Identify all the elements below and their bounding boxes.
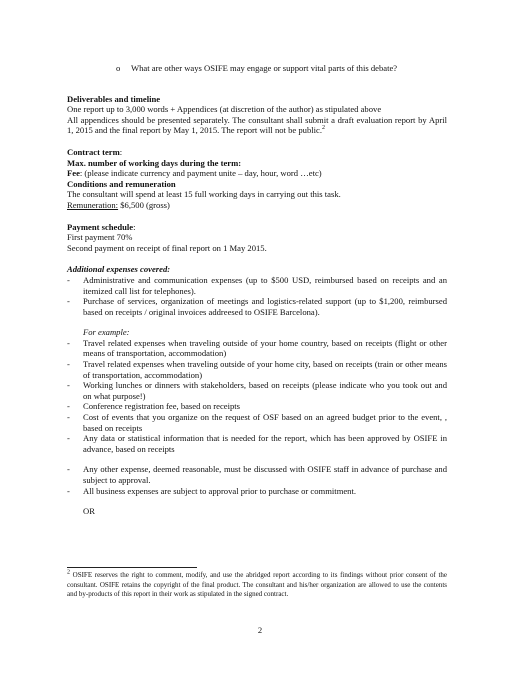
list-item xyxy=(67,412,447,433)
deliverables-line2 xyxy=(67,115,447,136)
dash-marker: - xyxy=(67,433,70,444)
contract-heading xyxy=(67,147,447,158)
dash-marker: - xyxy=(67,359,70,370)
footnote-text: OSIFE reserves the right to comment, modify, and use the abridged report according to its findings without prior consent of the consultant. OSIFE retains the copyright of the final product. The consultant and his/her organization are allowed to use the contents and by-products of this report in their work as stipulated in the signed contract. xyxy=(67,571,447,598)
final-list xyxy=(67,464,447,496)
list-item-text: Travel related expenses when traveling outside of your home country, based on receipts (flight or other means of transportation, accommodation) xyxy=(83,337,447,359)
remuneration-label: Remuneration: xyxy=(67,199,119,210)
fee-label: Fee xyxy=(67,168,80,179)
expenses-heading: Additional expenses covered: xyxy=(67,264,171,275)
list-item-text: Working lunches or dinners with stakeholders, based on receipts (please indicate who you took out and on what purpose!) xyxy=(83,380,447,401)
payment-heading-text: Payment schedule xyxy=(67,221,134,232)
contract-heading-colon: : xyxy=(119,146,123,157)
payment-first: First payment 70% xyxy=(67,232,133,243)
bullet-marker: o xyxy=(116,63,121,73)
payment-heading xyxy=(67,222,447,233)
list-item xyxy=(67,380,447,401)
dash-marker: - xyxy=(67,412,70,423)
footnote-divider xyxy=(67,567,197,568)
list-item xyxy=(67,359,447,380)
list-item xyxy=(67,275,447,296)
dash-marker: - xyxy=(67,401,70,412)
body-text xyxy=(67,63,447,517)
list-item-text: Any data or statistical information that is needed for the report, which has been approved by OSIFE in advance, based on receipts xyxy=(83,433,447,454)
list-item xyxy=(67,486,447,497)
max-days-heading-text: Max. number of working days during the term xyxy=(67,157,239,168)
conditions-heading: Conditions and remuneration xyxy=(67,178,176,189)
max-days-heading xyxy=(67,158,447,169)
dash-marker: - xyxy=(67,337,70,348)
list-item-text: Any other expense, deemed reasonable, must be discussed with OSIFE staff in advance of purchase and subject to approval. xyxy=(83,464,447,485)
example-list xyxy=(67,338,447,455)
list-item-text: Cost of events that you organize on the request of OSF based on an agreed budget prior to the event, , based on receipts xyxy=(83,412,447,433)
list-item-text: Administrative and communication expenses (up to $500 USD, reimbursed based on receipts and an itemized call list for telephones). xyxy=(83,274,447,296)
fee-line xyxy=(67,168,447,179)
expenses-list xyxy=(67,275,447,317)
dash-marker: - xyxy=(67,274,70,285)
list-item-text: All business expenses are subject to approval prior to purchase or commitment. xyxy=(83,485,357,496)
bullet-question-text: What are other ways OSIFE may engage or support vital parts of this debate? xyxy=(131,63,398,73)
bullet-question xyxy=(67,63,447,74)
footnote-number: 2 xyxy=(67,569,70,576)
remuneration-line xyxy=(67,200,447,211)
payment-heading-colon: : xyxy=(133,221,136,232)
deliverables-line1: One report up to 3,000 words + Appendices (at discretion of the author) as stipulated above xyxy=(67,104,382,115)
remuneration-value: $6,500 (gross) xyxy=(118,199,170,210)
conditions-text: The consultant will spend at least 15 full working days in carrying out this task. xyxy=(67,189,341,200)
list-item-text: Travel related expenses when traveling outside of your home city, based on receipts (train or other means of transportation, accommodation) xyxy=(83,359,447,380)
dash-marker: - xyxy=(67,380,70,391)
list-item xyxy=(67,464,447,485)
list-item xyxy=(67,296,447,317)
footnote xyxy=(67,571,447,600)
example-label: For example: xyxy=(83,327,130,338)
expenses-section xyxy=(67,264,447,516)
dash-marker: - xyxy=(67,485,70,496)
list-item xyxy=(67,433,447,454)
list-item-text: Purchase of services, organization of meetings and logistics-related support (up to $1,200, reimbursed based on receipts / original invoices addreesed to OSIFE Barcelona). xyxy=(83,296,447,317)
or-text: OR xyxy=(83,506,95,517)
deliverables-heading: Deliverables and timeline xyxy=(67,93,161,104)
max-days-heading-colon: : xyxy=(238,157,242,168)
contract-section xyxy=(67,147,447,211)
list-item xyxy=(67,401,447,412)
fee-text: : (please indicate currency and payment unite – day, hour, word …etc) xyxy=(79,168,322,179)
payment-section xyxy=(67,222,447,254)
contract-heading-text: Contract term xyxy=(67,146,120,157)
page-number: 2 xyxy=(257,625,263,635)
payment-second: Second payment on receipt of final report on 1 May 2015. xyxy=(67,242,267,253)
dash-marker: - xyxy=(67,464,70,475)
list-item xyxy=(67,338,447,359)
deliverables-line2-text: All appendices should be presented separately. The consultant shall submit a draft evaluation report by April 1, 2015 and the final report by May 1, 2015. The report will not be public. xyxy=(67,114,447,136)
list-item-text: Conference registration fee, based on receipts xyxy=(83,401,241,412)
deliverables-section xyxy=(67,94,447,136)
dash-marker: - xyxy=(67,296,70,307)
footnote-ref: 2 xyxy=(321,125,325,132)
